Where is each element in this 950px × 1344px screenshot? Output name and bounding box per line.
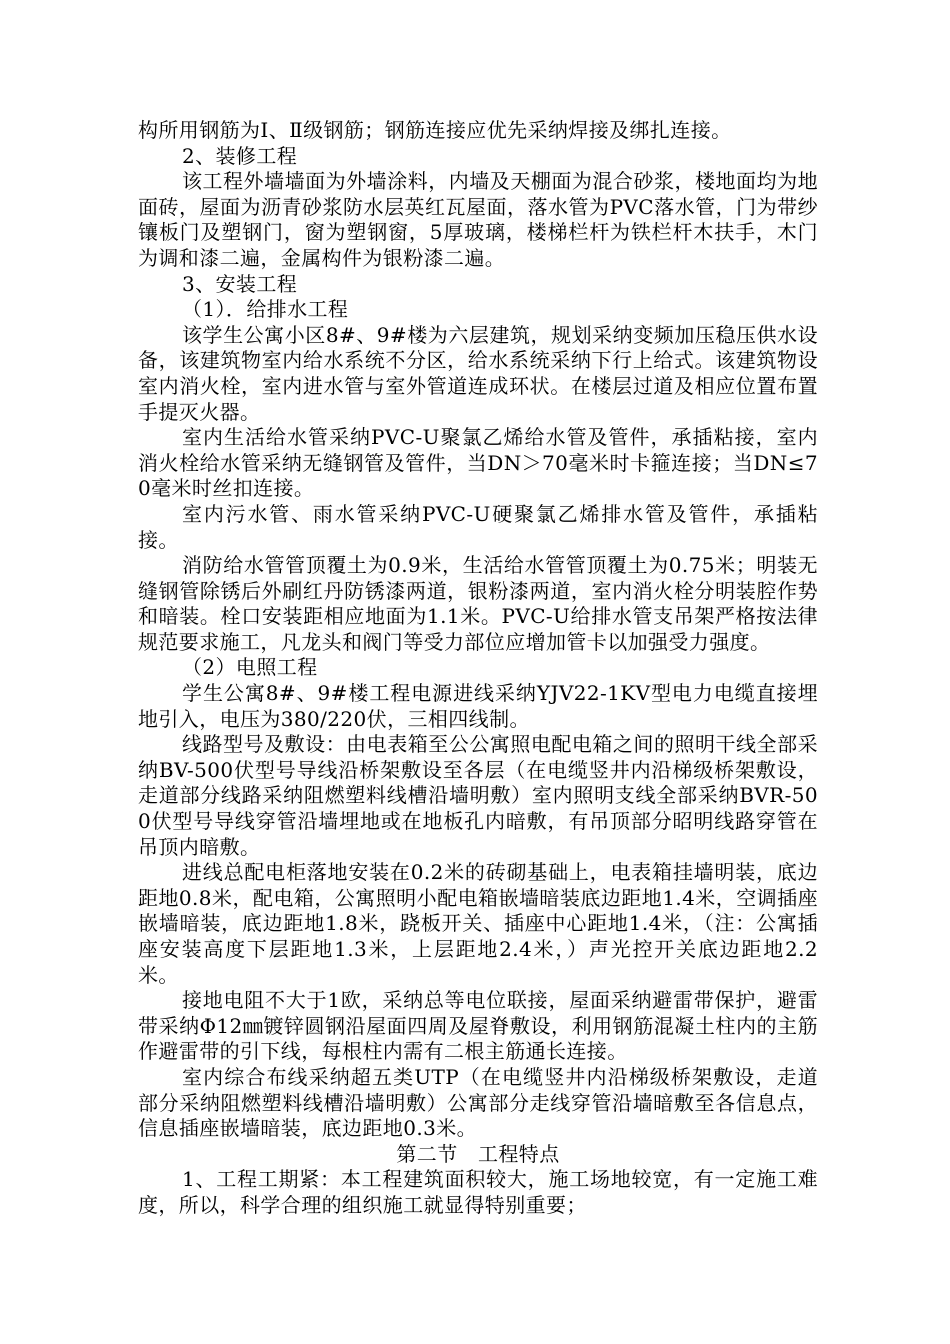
document-page [138, 118, 818, 1219]
paragraph-rebar: 构所用钢筋为Ⅰ、Ⅱ级钢筋；钢筋连接应优先采纳焊接及绑扎连接。 [138, 118, 732, 142]
paragraph-grounding: 接地电阻不大于1欧，采纳总等电位联接，屋面采纳避雷带保护，避雷带采纳Φ12㎜镀锌圆钢沿屋面四周及屋脊敷设，利用钢筋混凝土柱内的主筋作避雷带的引下线，每根柱内需有二根主筋通长连接。 [138, 988, 818, 1064]
heading-decoration-works: 2、装修工程 [182, 143, 298, 168]
paragraph-schedule: 1、工程工期紧：本工程建筑面积较大，施工场地较宽，有一定施工难度，所以，科学合理的组织施工就显得特别重要； [138, 1167, 818, 1217]
paragraph-decoration: 该工程外墙墙面为外墙涂料，内墙及天棚面为混合砂浆，楼地面均为地面砖，屋面为沥青砂浆防水层英红瓦屋面，落水管为PVC落水管，门为带纱镶板门及塑钢门，窗为塑钢窗，5厚玻璃，楼梯栏杆为铁栏杆木扶手，木门为调和漆二遍，金属构件为银粉漆二遍。 [138, 169, 818, 270]
paragraph-drain-pipes: 室内污水管、雨水管采纳PVC-U硬聚氯乙烯排水管及管件，承插粘接。 [138, 501, 818, 552]
paragraph-power-supply: 学生公寓8#、9#楼工程电源进线采纳YJV22-1KV型电力电缆直接埋地引入，电压为380/220伏，三相四线制。 [138, 681, 818, 731]
heading-installation-works: 3、安装工程 [182, 271, 298, 296]
paragraph-cabling: 室内综合布线采纳超五类UTP（在电缆竖井内沿梯级桥架敷设，走道部分采纳阻燃塑料线槽沿墙明敷）公寓部分走线穿管沿墙暗敷至各信息点，信息插座嵌墙暗装，底边距地0.3米。 [138, 1064, 818, 1141]
paragraph-distribution-boxes: 进线总配电柜落地安装在0.2米的砖砌基础上，电表箱挂墙明装，底边距地0.8米，配电箱，公寓照明小配电箱嵌墙暗装底边距地1.4米，空调插座嵌墙暗装，底边距地1.8米，跷板开关、插座中心距地1.4米，（注：公寓插座安装高度下层距地1.3米，上层距地2.4米，）声光控开关底边距地2.2米。 [138, 860, 818, 987]
paragraph-wiring: 线路型号及敷设：由电表箱至公公寓照电配电箱之间的照明干线全部采纳BV-500伏型号导线沿桥架敷设至各层（在电缆竖井内沿梯级桥架敷设，走道部分线路采纳阻燃塑料线槽沿墙明敷）室内照明支线全部采纳BVR-500伏型号导线穿管沿墙埋地或在地板孔内暗敷，有吊顶部分昭明线路穿管在吊顶内暗敷。 [138, 732, 818, 859]
heading-electrical-lighting: （2）电照工程 [182, 655, 318, 680]
heading-water-supply: （1）．给排水工程 [182, 297, 349, 322]
paragraph-supply-pipes: 室内生活给水管采纳PVC-U聚氯乙烯给水管及管件，承插粘接，室内消火栓给水管采纳无缝钢管及管件，当DN＞70毫米时卡箍连接；当DN≤70毫米时丝扣连接。 [138, 425, 818, 501]
paragraph-pipe-cover: 消防给水管管顶覆土为0.9米，生活给水管管顶覆土为0.75米；明装无缝钢管除锈后外刷红丹防锈漆两道，银粉漆两道，室内消火栓分明装腔作势和暗装。栓口安装距相应地面为1.1米。PVC-U给排水管支吊架严格按法律规范要求施工，凡龙头和阀门等受力部位应增加管卡以加强受力强度。 [138, 553, 818, 654]
paragraph-water-system: 该学生公寓小区8#、9#楼为六层建筑，规划采纳变频加压稳压供水设备，该建筑物室内给水系统不分区，给水系统采纳下行上给式。该建筑物设室内消火栓，室内进水管与室外管道连成环状。在楼层过道及相应位置布置手提灭火器。 [138, 322, 818, 424]
section-title: 第二节 工程特点 [396, 1141, 560, 1166]
